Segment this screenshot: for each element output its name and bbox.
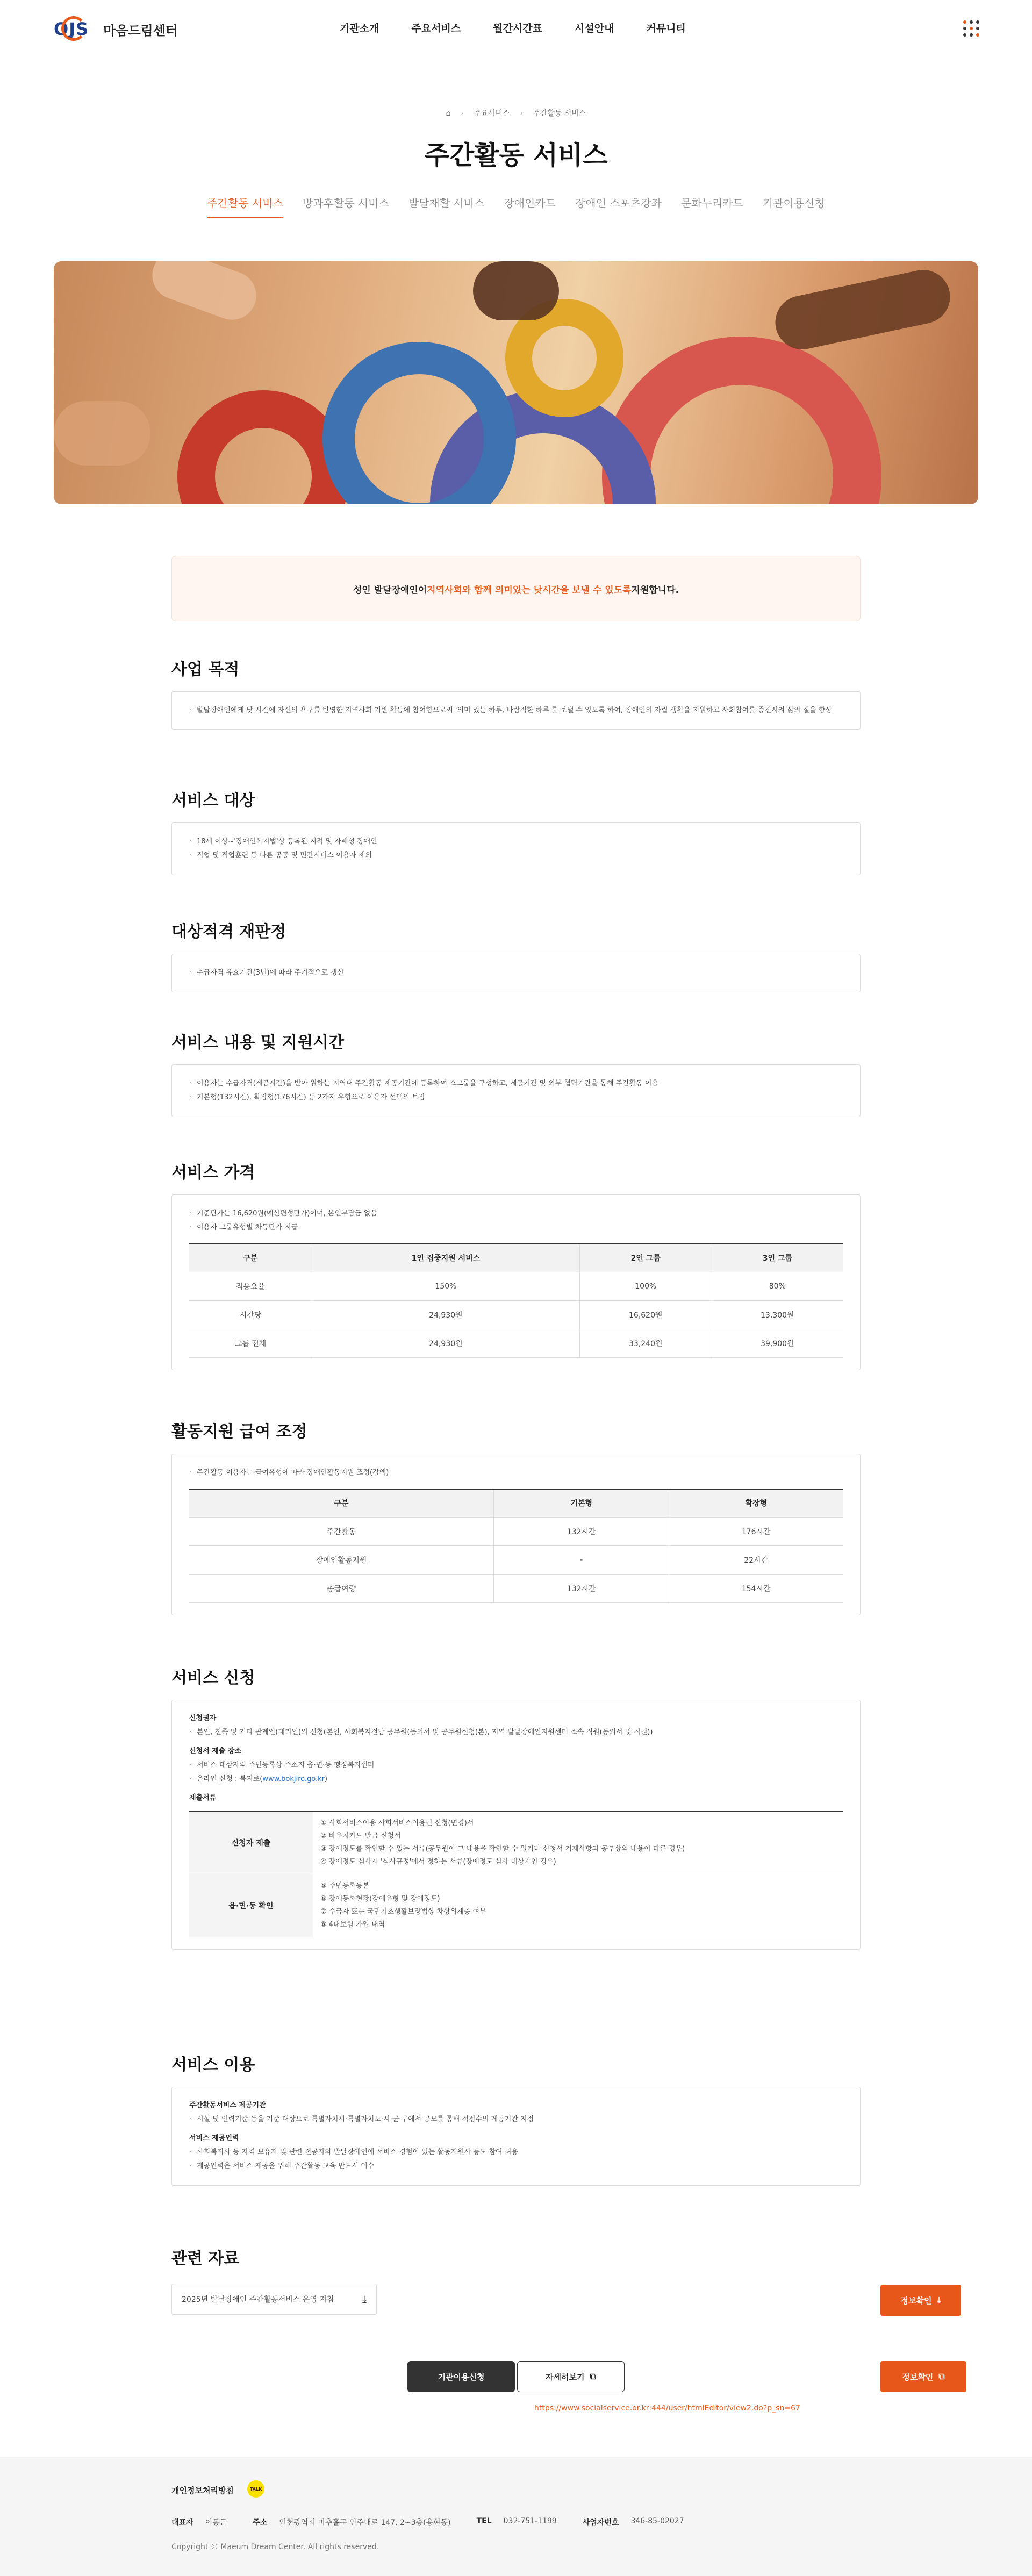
table-cell: 154시간	[669, 1574, 843, 1602]
online-label: 온라인 신청 : 복지로(	[197, 1775, 263, 1783]
footer-value: 이동근	[205, 2518, 227, 2527]
sub-heading: 주간활동서비스 제공기관	[189, 2101, 266, 2109]
external-link-icon: ⧉	[590, 2371, 596, 2381]
main-nav	[340, 20, 718, 35]
kakao-talk-icon[interactable]	[247, 2480, 264, 2498]
doc-line: ③ 장애정도를 확인할 수 있는 서류(공무원이 그 내용을 확인할 수 없거나 신청서 기재사항과 공부상의 내용이 다른 경우)	[320, 1845, 685, 1853]
footer-label: TEL	[476, 2517, 492, 2525]
section-adjust	[171, 1418, 861, 1615]
list-item: · 직업 및 직업훈련 등 다른 공공 및 민간서비스 이용자 제외	[189, 849, 843, 863]
table-cell: 150%	[312, 1272, 579, 1300]
section-title: 서비스 가격	[171, 1163, 255, 1182]
nav-item-community[interactable]: 커뮤니티	[646, 23, 686, 34]
list-item: · 이용자 그룹유형별 차등단가 지급	[189, 1221, 843, 1235]
breadcrumb: ⌂ › 주요서비스 › 주간활동 서비스	[446, 109, 586, 118]
table-cell: 22시간	[669, 1545, 843, 1574]
table-cell: 80%	[712, 1272, 843, 1300]
section-title: 서비스 신청	[171, 1669, 255, 1687]
table-row	[189, 1517, 843, 1545]
info-box	[171, 1194, 861, 1370]
info-box	[171, 954, 861, 992]
sub-heading: 서비스 제공인력	[189, 2134, 239, 2142]
sub-heading: 제출서류	[189, 1794, 217, 1802]
breadcrumb-item[interactable]: 주간활동 서비스	[533, 109, 586, 118]
table-row	[189, 1574, 843, 1602]
list-item: · 주간활동 이용자는 급여유형에 따라 장애인활동지원 조정(감액)	[189, 1466, 843, 1480]
download-icon: ⤓	[937, 2295, 941, 2305]
bokjiro-link[interactable]: www.bokjiro.go.kr	[262, 1775, 325, 1783]
table-cell: -	[494, 1545, 669, 1574]
table-header: 1인 집중지원 서비스	[312, 1244, 579, 1272]
footer-value: 인천광역시 미추홀구 인주대로 147, 2~3층(용현동)	[279, 2518, 451, 2527]
tab-culture-card[interactable]: 문화누리카드	[680, 197, 743, 210]
doc-line: ⑤ 주민등록등본	[320, 1882, 370, 1890]
table-cell: 176시간	[669, 1517, 843, 1545]
doc-line: ⑥ 장애등록현황(장애유형 및 장애정도)	[320, 1895, 440, 1903]
info-box	[171, 822, 861, 875]
download-icon[interactable]: ⤓	[362, 2293, 367, 2305]
table-header: 구분	[189, 1244, 312, 1272]
home-icon[interactable]: ⌂	[446, 109, 451, 118]
table-cell: 132시간	[494, 1517, 669, 1545]
tab-sports[interactable]: 장애인 스포츠강좌	[575, 197, 662, 210]
tab-day-activity[interactable]: 주간활동 서비스	[207, 195, 283, 218]
button-label: 자세히보기	[546, 2372, 585, 2382]
footer-label: 주소	[253, 2518, 268, 2527]
doc-line: ⑧ 4대보험 가입 내역	[320, 1921, 385, 1929]
table-cell	[313, 1874, 843, 1937]
info-box	[171, 691, 861, 730]
tab-rehab[interactable]: 발달재활 서비스	[408, 197, 485, 210]
list-item: · 이용자는 수급자격(제공시간)을 받아 원하는 지역내 주간활동 제공기관에 등록하여 소그룹을 구성하고, 제공기관 및 외부 협력기관을 통해 주간활동 이용	[189, 1077, 843, 1091]
main-content	[171, 556, 861, 2268]
list-item	[189, 1772, 843, 1786]
table-cell: 24,930원	[312, 1329, 579, 1357]
list-item: · 18세 이상~'장애인복지법'상 등록된 지적 및 자폐성 장애인	[189, 835, 843, 849]
section-apply	[171, 1664, 861, 1950]
table-cell: 24,930원	[312, 1300, 579, 1329]
table-header: 구분	[189, 1489, 494, 1517]
doc-line: ② 바우처카드 발급 신청서	[320, 1832, 401, 1840]
table-cell: 13,300원	[712, 1300, 843, 1329]
intro-notice	[171, 556, 861, 621]
list-item: · 기준단가는 16,620원(예산편성단가)이며, 본인부담금 없음	[189, 1207, 843, 1221]
table-header: 3인 그룹	[712, 1244, 843, 1272]
resource-file[interactable]	[171, 2284, 377, 2315]
price-table	[189, 1243, 843, 1358]
section-target	[171, 787, 861, 875]
table-row	[189, 1300, 843, 1329]
notice-text-end: 지원합니다.	[631, 584, 679, 596]
site-footer	[0, 2457, 1032, 2576]
side-external-button[interactable]	[880, 2361, 966, 2392]
table-header: 2인 그룹	[579, 1244, 712, 1272]
table-row	[189, 1545, 843, 1574]
page-title: 주간활동 서비스	[424, 140, 608, 170]
button-label: 기관이용신청	[438, 2372, 485, 2382]
nav-item-timetable[interactable]: 월간시간표	[493, 23, 542, 34]
list-item: · 서비스 대상자의 주민등록상 주소지 읍·면·동 행정복지센터	[189, 1758, 843, 1772]
footer-label: 사업자번호	[582, 2518, 619, 2527]
table-cell: 장애인활동지원	[189, 1545, 494, 1574]
info-box	[171, 2087, 861, 2186]
institution-apply-button[interactable]	[407, 2361, 515, 2392]
logo-mark	[54, 15, 97, 43]
table-cell: 주간활동	[189, 1517, 494, 1545]
footer-value: 032-751-1199	[503, 2517, 557, 2525]
table-cell: 총급여량	[189, 1574, 494, 1602]
table-header: 읍·면·동 확인	[189, 1874, 313, 1937]
list-item: · 발달장애인에게 낮 시간에 자신의 욕구를 반영한 지역사회 기반 활동에 참여함으로써 '의미 있는 하루, 바람직한 하루'를 보낼 수 있도록 하여, 장애인의 자립 생활을 지원하고 사회참여를 증진시켜 삶의 질을 향상	[189, 704, 843, 718]
copyright: Copyright © Maeum Dream Center. All rights reserved.	[171, 2543, 379, 2551]
file-name: 2025년 발달장애인 주간활동서비스 운영 지침	[182, 2295, 334, 2304]
logo-ring-icon	[61, 16, 86, 41]
table-row	[189, 1329, 843, 1357]
section-title: 활동지원 급여 조정	[171, 1422, 307, 1441]
info-box	[171, 1064, 861, 1117]
side-download-button[interactable]	[880, 2285, 961, 2316]
section-title: 서비스 대상	[171, 791, 255, 810]
doc-line: ① 사회서비스이용 사회서비스이용권 신청(변경)서	[320, 1819, 474, 1827]
section-price	[171, 1159, 861, 1370]
sub-heading: 신청권자	[189, 1714, 217, 1722]
privacy-policy-link[interactable]: 개인정보처리방침	[171, 2486, 234, 2495]
section-usage	[171, 2051, 861, 2186]
external-link-icon: ⧉	[938, 2371, 945, 2381]
notice-highlight: 지역사회와 함께 의미있는 낮시간을 보낼 수 있도록	[427, 584, 632, 596]
section-purpose	[171, 656, 861, 730]
footer-info	[171, 2517, 710, 2528]
nav-item-services[interactable]: 주요서비스	[411, 23, 461, 34]
button-label: 정보확인	[900, 2295, 932, 2306]
notice-text: 성인 발달장애인이	[353, 584, 427, 596]
brand-name: 마음드림센터	[103, 23, 178, 38]
table-cell: 16,620원	[579, 1300, 712, 1329]
list-item: · 사회복지사 등 자격 보유자 및 관련 전공자와 발달장애인에 서비스 경험이 있는 활동지원사 등도 참여 허용	[189, 2145, 843, 2159]
sub-tabs	[0, 195, 1032, 218]
list-item: · 본인, 친족 및 기타 관계인(대리인)의 신청(본인, 사회복지전담 공무원(동의서 및 공무원신청(본), 지역 발달장애인지원센터 소속 직원(동의서 및 직권))	[189, 1726, 843, 1740]
footer-label: 대표자	[171, 2518, 194, 2527]
table-cell: 시간당	[189, 1300, 312, 1329]
table-cell: 33,240원	[579, 1329, 712, 1357]
table-row	[189, 1874, 843, 1937]
table-cell: 132시간	[494, 1574, 669, 1602]
table-cell: 39,900원	[712, 1329, 843, 1357]
section-reevaluation	[171, 918, 861, 992]
table-header: 기본형	[494, 1489, 669, 1517]
table-cell: 100%	[579, 1272, 712, 1300]
section-resources	[171, 2245, 861, 2280]
online-suffix: )	[325, 1775, 328, 1783]
site-header	[0, 0, 1032, 58]
table-header: 확장형	[669, 1489, 843, 1517]
info-box	[171, 1700, 861, 1950]
section-title: 관련 자료	[171, 2249, 240, 2268]
tab-after-school[interactable]: 방과후활동 서비스	[302, 197, 389, 210]
table-row	[189, 1272, 843, 1300]
tab-apply[interactable]: 기관이용신청	[762, 197, 825, 210]
table-row	[189, 1811, 843, 1874]
table-header: 신청자 제출	[189, 1811, 313, 1874]
site-logo[interactable]	[54, 15, 178, 43]
tab-disability-card[interactable]: 장애인카드	[504, 197, 556, 210]
sub-heading: 신청서 제출 장소	[189, 1747, 241, 1755]
logo-letters: OJS	[54, 19, 89, 39]
table-cell	[313, 1811, 843, 1874]
breadcrumb-item[interactable]: 주요서비스	[474, 109, 510, 118]
hero-image-gears-hands	[54, 261, 978, 504]
list-item: · 제공인력은 서비스 제공을 위해 주간활동 교육 반드시 이수	[189, 2159, 843, 2173]
table-cell: 그룹 전체	[189, 1329, 312, 1357]
view-more-button[interactable]	[517, 2361, 625, 2392]
doc-line: ④ 장애정도 심사시 '심사규정'에서 정하는 서류(장애정도 심사 대상자인 경우)	[320, 1858, 556, 1866]
button-label: 정보확인	[902, 2372, 934, 2382]
list-item: · 기본형(132시간), 확장형(176시간) 등 2가지 유형으로 이용자 선택의 보장	[189, 1091, 843, 1105]
footer-value: 346-85-02027	[630, 2517, 684, 2525]
table-cell: 적용요율	[189, 1272, 312, 1300]
documents-table	[189, 1811, 843, 1937]
nav-item-facility[interactable]: 시설안내	[574, 23, 614, 34]
doc-line: ⑦ 수급자 또는 국민기초생활보장법상 차상위계층 여부	[320, 1908, 486, 1916]
section-title: 사업 목적	[171, 660, 240, 679]
info-box	[171, 1454, 861, 1615]
list-item: · 수급자격 유효기간(3년)에 따라 주기적으로 갱신	[189, 966, 843, 980]
section-title: 서비스 이용	[171, 2056, 255, 2074]
list-item: · 시설 및 인력기준 등을 기준 대상으로 특별자치시·특별자치도·시·군·구에서 공모를 통해 적정수의 제공기관 지정	[189, 2113, 843, 2127]
adjust-table	[189, 1489, 843, 1603]
section-content	[171, 1029, 861, 1117]
nav-item-about[interactable]: 기관소개	[340, 23, 379, 34]
kakao-label: TALK	[249, 2486, 262, 2492]
all-menu-grid-icon[interactable]	[963, 20, 979, 37]
section-title: 대상적격 재판정	[171, 922, 286, 941]
external-url-link[interactable]: https://www.socialservice.or.kr:444/user/htmlEditor/view2.do?p_sn=67	[534, 2404, 800, 2413]
section-title: 서비스 내용 및 지원시간	[171, 1033, 345, 1052]
